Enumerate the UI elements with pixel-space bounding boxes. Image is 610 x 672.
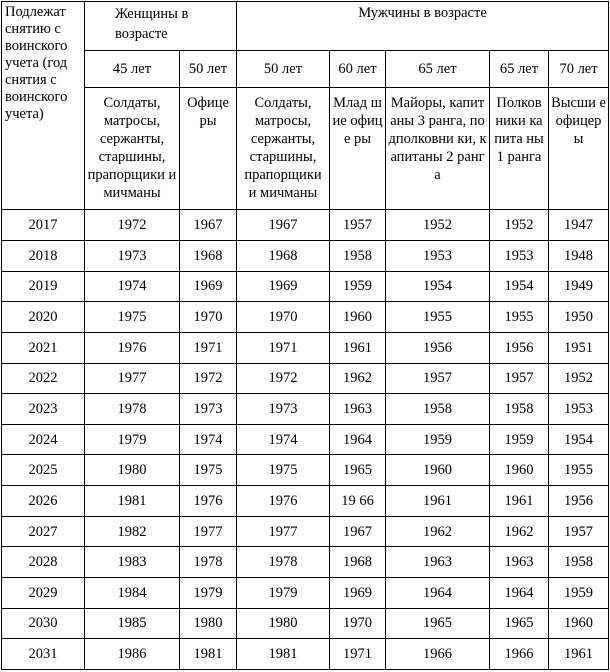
birth-year-cell: 1965 (490, 608, 549, 639)
birth-year-cell: 1974 (237, 424, 330, 455)
birth-year-cell: 1973 (237, 394, 330, 425)
birth-year-cell: 1962 (386, 516, 490, 547)
birth-year-cell: 1973 (85, 240, 180, 271)
birth-year-cell: 1957 (549, 516, 609, 547)
birth-year-cell: 1952 (386, 210, 490, 241)
deregistration-year-cell: 2031 (2, 639, 85, 670)
birth-year-cell: 1957 (330, 210, 386, 241)
birth-year-cell: 1961 (490, 486, 549, 517)
header-age: 65 лет (386, 51, 490, 88)
header-age: 50 лет (180, 51, 237, 88)
birth-year-cell: 1948 (549, 240, 609, 271)
birth-year-cell: 1981 (180, 639, 237, 670)
header-row-groups (2, 2, 609, 51)
birth-year-cell: 1968 (180, 240, 237, 271)
birth-year-cell: 1964 (330, 424, 386, 455)
birth-year-cell: 1965 (386, 608, 490, 639)
birth-year-cell: 1954 (386, 271, 490, 302)
header-rank: Солдаты, матросы, сержанты, старшины, прапорщики и мичманы (237, 87, 330, 210)
birth-year-cell: 1981 (237, 639, 330, 670)
birth-year-cell: 1978 (180, 547, 237, 578)
header-row-ranks (2, 87, 609, 210)
deregistration-year-cell: 2029 (2, 578, 85, 609)
birth-year-cell: 1972 (180, 363, 237, 394)
birth-year-cell: 1976 (237, 486, 330, 517)
header-age: 50 лет (237, 51, 330, 88)
birth-year-cell: 1955 (490, 302, 549, 333)
birth-year-cell: 1980 (180, 608, 237, 639)
table-row (2, 302, 609, 333)
header-age: 65 лет (490, 51, 549, 88)
birth-year-cell: 1950 (549, 302, 609, 333)
deregistration-year-cell: 2028 (2, 547, 85, 578)
birth-year-cell: 1971 (330, 639, 386, 670)
birth-year-cell: 1972 (237, 363, 330, 394)
birth-year-cell: 1966 (386, 639, 490, 670)
birth-year-cell: 1982 (85, 516, 180, 547)
deregistration-year-cell: 2019 (2, 271, 85, 302)
birth-year-cell: 1959 (549, 578, 609, 609)
birth-year-cell: 1974 (180, 424, 237, 455)
birth-year-cell: 1984 (85, 578, 180, 609)
birth-year-cell: 1959 (386, 424, 490, 455)
birth-year-cell: 1977 (85, 363, 180, 394)
birth-year-cell: 1966 (490, 639, 549, 670)
birth-year-cell: 1972 (85, 210, 180, 241)
birth-year-cell: 1953 (549, 394, 609, 425)
birth-year-cell: 1959 (330, 271, 386, 302)
birth-year-cell: 1970 (237, 302, 330, 333)
table-row (2, 547, 609, 578)
table-row (2, 424, 609, 455)
birth-year-cell: 1973 (180, 394, 237, 425)
deregistration-year-cell: 2027 (2, 516, 85, 547)
table-row (2, 578, 609, 609)
birth-year-cell: 1967 (330, 516, 386, 547)
birth-year-cell: 1967 (237, 210, 330, 241)
header-men-group: Мужчины в возрасте (237, 2, 609, 51)
table-row (2, 486, 609, 517)
birth-year-cell: 1980 (237, 608, 330, 639)
birth-year-cell: 1953 (490, 240, 549, 271)
table-row (2, 210, 609, 241)
deregistration-year-cell: 2020 (2, 302, 85, 333)
table-row (2, 394, 609, 425)
birth-year-cell: 1976 (180, 486, 237, 517)
deregistration-year-cell: 2017 (2, 210, 85, 241)
birth-year-cell: 1964 (386, 578, 490, 609)
header-age: 70 лет (549, 51, 609, 88)
table-row (2, 455, 609, 486)
birth-year-cell: 1963 (330, 394, 386, 425)
header-age: 60 лет (330, 51, 386, 88)
birth-year-cell: 1958 (330, 240, 386, 271)
birth-year-cell: 1978 (237, 547, 330, 578)
birth-year-cell: 1962 (330, 363, 386, 394)
birth-year-cell: 1961 (330, 332, 386, 363)
header-rank: Майоры, капитаны 3 ранга, подполковни ки, капитаны 2 ранга (386, 87, 490, 210)
birth-year-cell: 1956 (490, 332, 549, 363)
birth-year-cell: 1980 (85, 455, 180, 486)
birth-year-cell: 1975 (237, 455, 330, 486)
birth-year-cell: 1977 (180, 516, 237, 547)
birth-year-cell: 1983 (85, 547, 180, 578)
birth-year-cell: 1961 (549, 639, 609, 670)
birth-year-cell: 19 66 (330, 486, 386, 517)
deregistration-year-cell: 2018 (2, 240, 85, 271)
birth-year-cell: 1951 (549, 332, 609, 363)
deregistration-year-cell: 2022 (2, 363, 85, 394)
birth-year-cell: 1960 (490, 455, 549, 486)
birth-year-cell: 1968 (237, 240, 330, 271)
birth-year-cell: 1986 (85, 639, 180, 670)
birth-year-cell: 1958 (386, 394, 490, 425)
table-row (2, 639, 609, 670)
birth-year-cell: 1949 (549, 271, 609, 302)
birth-year-cell: 1952 (490, 210, 549, 241)
deregistration-year-cell: 2030 (2, 608, 85, 639)
birth-year-cell: 1954 (490, 271, 549, 302)
birth-year-cell: 1979 (237, 578, 330, 609)
deregistration-table (1, 1, 609, 670)
birth-year-cell: 1947 (549, 210, 609, 241)
birth-year-cell: 1956 (549, 486, 609, 517)
birth-year-cell: 1956 (386, 332, 490, 363)
table-row (2, 608, 609, 639)
birth-year-cell: 1960 (386, 455, 490, 486)
birth-year-cell: 1953 (386, 240, 490, 271)
header-rank: Высши е офицер ы (549, 87, 609, 210)
birth-year-cell: 1979 (180, 578, 237, 609)
birth-year-cell: 1963 (386, 547, 490, 578)
birth-year-cell: 1970 (330, 608, 386, 639)
birth-year-cell: 1979 (85, 424, 180, 455)
header-deregistration-year: Подлежат снятию с воинского учета (год снятия с воинского учета) (2, 2, 85, 210)
birth-year-cell: 1970 (180, 302, 237, 333)
birth-year-cell: 1959 (490, 424, 549, 455)
birth-year-cell: 1975 (85, 302, 180, 333)
birth-year-cell: 1955 (549, 455, 609, 486)
table-row (2, 363, 609, 394)
birth-year-cell: 1977 (237, 516, 330, 547)
deregistration-year-cell: 2021 (2, 332, 85, 363)
birth-year-cell: 1957 (386, 363, 490, 394)
birth-year-cell: 1971 (237, 332, 330, 363)
birth-year-cell: 1967 (180, 210, 237, 241)
birth-year-cell: 1965 (330, 455, 386, 486)
deregistration-year-cell: 2026 (2, 486, 85, 517)
table-row (2, 332, 609, 363)
birth-year-cell: 1962 (490, 516, 549, 547)
birth-year-cell: 1964 (490, 578, 549, 609)
header-rank: Офице ры (180, 87, 237, 210)
birth-year-cell: 1957 (490, 363, 549, 394)
header-rank: Полков ники капита ны 1 ранга (490, 87, 549, 210)
table-row (2, 271, 609, 302)
table-row (2, 240, 609, 271)
birth-year-cell: 1978 (85, 394, 180, 425)
header-rank: Млад шие офице ры (330, 87, 386, 210)
header-row-ages (2, 51, 609, 88)
birth-year-cell: 1981 (85, 486, 180, 517)
deregistration-year-cell: 2023 (2, 394, 85, 425)
deregistration-year-cell: 2025 (2, 455, 85, 486)
birth-year-cell: 1960 (549, 608, 609, 639)
birth-year-cell: 1969 (330, 578, 386, 609)
birth-year-cell: 1954 (549, 424, 609, 455)
birth-year-cell: 1963 (490, 547, 549, 578)
header-age: 45 лет (85, 51, 180, 88)
birth-year-cell: 1960 (330, 302, 386, 333)
birth-year-cell: 1976 (85, 332, 180, 363)
birth-year-cell: 1968 (330, 547, 386, 578)
birth-year-cell: 1971 (180, 332, 237, 363)
birth-year-cell: 1958 (490, 394, 549, 425)
deregistration-year-cell: 2024 (2, 424, 85, 455)
birth-year-cell: 1952 (549, 363, 609, 394)
birth-year-cell: 1969 (237, 271, 330, 302)
birth-year-cell: 1961 (386, 486, 490, 517)
header-rank: Солдаты, матросы, сержанты, старшины, прапорщики и мичманы (85, 87, 180, 210)
table-row (2, 516, 609, 547)
header-women-group: Женщины в возрасте (85, 2, 237, 51)
birth-year-cell: 1955 (386, 302, 490, 333)
birth-year-cell: 1969 (180, 271, 237, 302)
birth-year-cell: 1958 (549, 547, 609, 578)
birth-year-cell: 1975 (180, 455, 237, 486)
birth-year-cell: 1974 (85, 271, 180, 302)
birth-year-cell: 1985 (85, 608, 180, 639)
